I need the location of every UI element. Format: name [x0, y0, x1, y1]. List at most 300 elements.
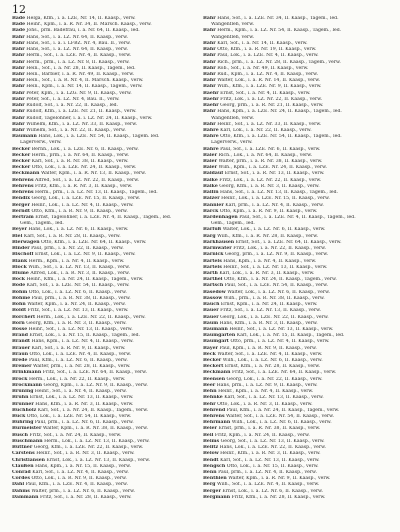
entry-details: Hans, Sof., i. a. LZ. Nr. 64, II. Kaasp., verw.	[26, 34, 128, 40]
entry-surname: Busch	[12, 432, 29, 438]
entry-details: Wangenfleh, verw.	[211, 34, 255, 40]
entry-surname: Braun	[12, 351, 29, 357]
entry-details: Herm., prm., i. a. Nr. 64, II. Kaasp., verw.	[31, 152, 130, 158]
entry-surname: Bade	[12, 28, 26, 34]
entry-surname: Bahr	[203, 84, 216, 90]
entry-details: Wilh., Kfm., i. a. R. Nr. 28, II. Kaasp., verw.	[217, 233, 319, 239]
directory-entry	[12, 495, 198, 501]
entry-details: Otto, Lok., i. a. Nr. 15, II. Kaasp., verw.	[226, 463, 319, 469]
entry-details: Fritz, Sof., i. a. LZE. Nr. 64, II. Kaasp., verw.	[231, 370, 337, 376]
entry-surname: Baumgarten	[203, 333, 236, 339]
entry-details: Hans, Sof., i. a. i. LFBZ. Nr. 4, Bau. II., verw.	[26, 40, 131, 46]
entry-surname: Bauch	[203, 302, 220, 308]
entry-details: Hans, Kpm., i. a. LZ. Nr. 4, II. Kaasp., verw.	[31, 339, 134, 345]
entry-surname: Bahr	[12, 34, 25, 40]
entry-details: Fritz, Sof., i. a. LZ. Nr. 13, II. Kaasp., verw.	[220, 308, 321, 314]
entry-surname: Barg	[203, 233, 216, 239]
entry-details: Hans, Lok., i. a. LZE. Nr. 54, II. Kaasp., Tagem. led.	[38, 134, 160, 140]
entry-details: Karl, Sof., i. a. LZ. Nr. 13, II. Kaasp., verw.	[224, 395, 324, 401]
entry-surname: Brinkmann	[12, 370, 42, 376]
entry-surname: Bartsch	[203, 283, 224, 289]
entry-details: Rud., Kpm., i. a. LZ. Nr. 4, II. Kaasp., verw.	[217, 71, 319, 77]
entry-details: Rudolf, Sof., i. a. Nr. 22, II. Kaasp., led.	[26, 103, 119, 109]
entry-details: Ernst, Sof., i. a. LZE. Nr. 64, II. Kaasp., verw.	[235, 239, 342, 245]
entry-surname: Berger	[203, 488, 221, 494]
entry-details: Karl, Lok., i. a. Nr. 22, II. Kaasp., verw.	[220, 127, 312, 133]
entry-surname: Bohn	[12, 302, 26, 308]
entry-details: Wangenfleh, verw.	[211, 115, 255, 121]
directory-entry	[203, 495, 389, 501]
entry-surname: Belitz	[203, 445, 219, 451]
entry-details: Otto, Lok., i. a. LZ. Nr. 6, II. Kaasp., verw.	[28, 289, 127, 295]
entry-details: Johs., prm. Badefrau, i. a. Nr. 64, II. Kaasp., led.	[26, 28, 140, 34]
entry-details: Paul, prm., i. a. LZ. Nr. 4, II. Kaasp., verw.	[218, 469, 317, 475]
entry-surname: Balke	[203, 183, 218, 189]
entry-details: Hein., Sof., i. a. Nr. 28, II. Kaasp., Tagem., led.	[26, 65, 136, 71]
entry-surname: Dahl	[12, 482, 25, 488]
entry-surname: Bauer	[203, 308, 219, 314]
entry-details: Walter, Kpm., i. a. Nr. 24, II. Kaasp., verw.	[27, 302, 126, 308]
entry-details: Heinr., Sof., i. a. LZ. Nr. 33, II. Kaasp., verw.	[217, 121, 322, 127]
entry-surname: Bahr	[12, 115, 25, 121]
entry-surname: Blank	[12, 258, 28, 264]
entry-details: Otto, Lok., i. a. R. Nr. 3, II. Kaasp., verw.	[217, 401, 313, 407]
entry-surname: Bahr	[12, 78, 25, 84]
entry-details: Georg, Kpm., i. a. LZ. Nr. 9, II. Kaasp., verw.	[43, 382, 148, 388]
entry-surname: Bengsch	[203, 463, 226, 469]
entry-details: Karl, Sof., i. a. LZE. Nr. 54, II. Kaasp., verw.	[26, 283, 130, 289]
entry-surname: Baumann	[203, 326, 228, 332]
entry-details: Heinr., Kpm., i. a. Nr. 4, II. Kaasp., verw.	[218, 389, 314, 395]
entry-details: Fritz, Kfm., i. a. Nr. 28, II. Kaasp., verw.	[231, 494, 326, 500]
entry-details: Hein., Kpm., i. a. Nr. 14, II. Kaasp., Tagem., verw.	[26, 84, 143, 90]
entry-surname: Blume	[12, 270, 29, 276]
entry-details: Ernst, Lok., i. a. LZ. Nr. 13, II. Kaasp., verw.	[46, 457, 151, 463]
entry-surname: Barfuß	[203, 227, 222, 233]
entry-details: Hans, Sof., i. a. LZ. Nr. 64, II. Kaasp., verw.	[26, 47, 128, 53]
entry-details: Karl, Sof., i. a. R. Nr. 28, II. Kaasp., verw.	[23, 233, 121, 239]
entry-surname: Bahr	[203, 40, 216, 46]
entry-surname: Dahms	[12, 488, 30, 494]
entry-details: Rob., Sof., i. a. Nr. 49, II. Kaasp., verw.	[217, 65, 309, 71]
entry-details: Paul, prm., i. a. Nr. 22, II. Kaasp., verw.	[31, 246, 124, 252]
entry-surname: Bahr	[12, 127, 25, 133]
entry-details: Otto, Lok., i. a. R. Nr. 9, II. Kaasp., verw.	[31, 476, 127, 482]
entry-details: Georg, Kfm., i. a. R. Nr. 3, II. Kaasp., verw.	[26, 320, 127, 326]
entry-surname: Bahr	[12, 109, 25, 115]
entry-surname: Bardenhagen	[203, 215, 238, 220]
entry-surname: Bierwagen	[12, 239, 40, 245]
entry-details: Hans, Kfm., i. a. R. Nr. 3, II. Kaasp., verw.	[35, 401, 134, 407]
entry-details: Ernst, Sof., i. a. R. Nr. 13, II. Kaasp., verw.	[224, 171, 325, 177]
entry-details: Herm., Kpm., i. a. LZ. Nr. 54, II. Kaasp., Tagem., led.	[217, 28, 342, 34]
entry-details: Rich., Lok., i. a. Nr. 64, II. Kaasp., verw.	[218, 152, 313, 158]
entry-surname: Bahr	[12, 90, 25, 96]
entry-details: Wilhelm, Kfm., i. a. LZ. Nr. 33, II. Kaasp., verw.	[26, 121, 138, 127]
entry-details: Hans, Sof., i. a. LZ. Nr. 13, II. Kaasp., Tagem., led.	[220, 190, 339, 196]
entry-details: Fritz, Sof., i. a. LZE. Nr. 64, II. Kaasp., verw.	[42, 370, 148, 376]
entry-details: Walter, Lok., i. a. LZ. Nr. 6, II. Kaasp., verw.	[227, 289, 330, 295]
entry-details: Fritz, Sof., i. a. LZ. Nr. 13, II. Kaasp., verw.	[27, 308, 129, 314]
entry-details: Walter, prm., i. a. R. Nr. 38, II. Kaasp., verw.	[218, 159, 323, 165]
entry-details: Georg, Lok., i. a. LZE. Nr. 22, II. Kaasp., verw.	[220, 314, 329, 320]
entry-surname: Böhm	[12, 289, 28, 295]
entry-surname: Behr	[203, 401, 216, 407]
entry-surname: Bartels	[203, 264, 222, 270]
entry-details: Herm., Lok., i. a. LZE. Nr. 22, II. Kaasp., verw.	[36, 314, 146, 320]
entry-details: Herm., Kpm., i. a. Nr. 4, II. Kaasp., verw.	[28, 258, 125, 264]
entry-surname: Bähr	[203, 109, 216, 115]
entry-surname: Becker	[12, 159, 31, 165]
entry-details: Heinr., Kfm., i. a. R. Nr. 3, II. Kaasp., verw.	[220, 451, 321, 457]
entry-details: Heinr., Kpm., i. a. R. Nr. 34, II. Marsch. Kaasp., verw.	[26, 22, 152, 28]
entry-details: Paul, Kpm., i. a. R. Nr. 9, II. Kaasp., verw.	[219, 345, 317, 351]
entry-details: Ernst, prm., i. a. R. Nr. 38, II. Kaasp., verw.	[218, 426, 321, 432]
entry-surname: Büttner	[12, 445, 33, 451]
entry-details: Hein., Barbier, i. a. R. Nr. 49, II. Kaasp., verw.	[26, 71, 135, 77]
entry-details: Wangenfleh, verw.	[211, 22, 255, 28]
entry-details: Otto, Kfm., i. a. R. Nr. 19, II. Kaasp., verw.	[217, 47, 317, 53]
entry-details: Paul, Sof., i. a. LZE. Nr. 54, II. Kaasp., verw.	[224, 283, 328, 289]
entry-details: Otto, Kfm., i. a. LZE. Nr. 64, II. Kaasp., verw.	[41, 239, 147, 245]
entry-surname: Brunner	[12, 401, 34, 407]
entry-surname: Behrens	[12, 177, 34, 183]
entry-surname: Bischoff	[12, 252, 34, 258]
entry-details: Alfred, Sof., i. a. LZ. Nr. 22, II. Kaasp., verw.	[35, 177, 140, 183]
entry-surname: Bahr	[203, 53, 216, 59]
entry-surname: Bauer	[203, 314, 219, 320]
entry-surname: Baumgart	[203, 339, 229, 345]
entry-surname: Barthel	[203, 277, 223, 283]
entry-details: Hans, Kfm., i. a. R. Nr. 3, II. Kaasp., verw.	[219, 320, 318, 326]
entry-details: Wilh., Sof., i. a. LZE. Nr. 4, II. Kaasp., verw.	[217, 482, 320, 488]
entry-details: Fritz, Kfm., i. a. R. Nr. 3, II. Kaasp., verw.	[35, 183, 133, 189]
entry-details: Walter, prm., i. a. Nr. 28, II. Kaasp., verw.	[33, 364, 131, 370]
entry-surname: Bahr	[12, 121, 25, 127]
entry-details: Wilh., Sof., i. a. LZ. Nr. 13, II. Kaasp., verw.	[28, 264, 130, 270]
entry-surname: Baehr	[203, 103, 219, 109]
entry-details: Fritz, Lok., i. a. LZ. Nr. 22, II. Kaasp., verw.	[220, 96, 323, 102]
entry-details: Ernst, Sof., i. a. Nr. 4, II. Kaasp., verw.	[220, 90, 311, 96]
entry-surname: Behnke	[203, 395, 223, 401]
entry-surname: Beims	[203, 438, 220, 444]
entry-details: Karl, Sof., i. a. LZ. Nr. 4, II. Kaasp., verw.	[32, 469, 129, 475]
entry-surname: Baier	[203, 152, 218, 158]
entry-details: Walter, Sof., i. a. LZE. Nr. 54, II. Kaasp., verw.	[226, 414, 335, 419]
entry-surname: Bahr	[12, 40, 25, 46]
entry-surname: Binder	[12, 246, 30, 252]
entry-details: Hein., Sof., i. a. R. Nr. 4, II. Marsch. Kaasp., verw.	[26, 78, 144, 84]
entry-details: Heinr., Lok., i. a. LZE. Nr. 15, II. Kaasp., verw.	[221, 196, 330, 202]
entry-surname: Beensen	[203, 376, 226, 382]
entry-surname: Bähre	[203, 146, 219, 152]
entry-details: Walter, Lok., i. a. LZ. Nr. 6, II. Kaasp., verw.	[222, 227, 326, 233]
entry-surname: Bergmann	[203, 494, 231, 500]
entry-details: Paul, Kfm., i. a. Nr. 24, II. Kaasp., Tagem., verw.	[226, 407, 340, 413]
entry-details: Paul, prm., i. a. LZ. Nr. 6, II. Kaasp., verw.	[34, 420, 134, 426]
entry-surname: Bahr	[203, 47, 216, 53]
entry-surname: Burmeister	[12, 426, 42, 432]
entry-details: Bernh., Lok., i. a. LZE. Nr. 6, II. Kaasp., verw.	[31, 146, 139, 152]
entry-details: Paul, Sof., i. a. LZE. Nr. 4, II. Kaasp., Tagem., led.	[239, 215, 356, 220]
entry-details: Alfred, Lok., i. a. R. Nr. 3, II. Kaasp., verw.	[30, 270, 130, 276]
entry-surname: Behrend	[203, 407, 226, 413]
entry-details: Ernst, Lok., i. a. Nr. 15, II. Kaasp., Tagem., led.	[29, 333, 141, 339]
entry-surname: Bartels	[203, 258, 222, 264]
entry-surname: Baum	[203, 320, 219, 326]
entry-surname: Brand	[12, 333, 28, 339]
entry-surname: Beckert	[203, 364, 224, 370]
entry-details: Herm., Lok., i. a. Nr. 22, II. Kaasp., verw.	[28, 376, 126, 382]
entry-details: Gem., Tagem., led.	[211, 221, 255, 227]
entry-surname: Bade	[12, 16, 26, 21]
entry-surname: Brede	[12, 358, 28, 364]
entry-surname: Berndt	[12, 208, 31, 214]
entry-details: Helga, Kfm., i. a. LZE, Nr. 14, II. Kaasp., verw.	[26, 16, 136, 21]
entry-surname: Beer	[203, 382, 216, 388]
entry-details: Walter, Kpm., i. a. R. Nr. 38, II. Kaasp., verw.	[42, 426, 149, 432]
entry-surname: Cordes	[12, 476, 30, 482]
entry-surname: Bahr	[203, 78, 216, 84]
entry-surname: Beier	[203, 426, 217, 432]
entry-surname: Barth	[203, 270, 218, 276]
entry-surname: Behn	[203, 389, 217, 395]
entry-details: Otto, Kfm., i. a. R. Nr. 9, II. Kaasp., verw.	[31, 208, 128, 214]
entry-details: Hans, Kpm., i. a. LZE. Nr. 24, II. Kaasp., Tagem., led.	[217, 109, 342, 115]
entry-surname: Bahr	[12, 47, 25, 53]
entry-details: Heinr., Sof., i. a. LZ. Nr. 13, II. Kaasp., verw.	[223, 264, 328, 270]
entry-surname: Bühring	[12, 420, 34, 426]
entry-surname: Behrens	[12, 183, 34, 189]
entry-details: Rich., prm., i. a. LZ. Nr. 28, II. Kaasp., Tagem., verw.	[217, 59, 341, 65]
entry-surname: Bendix	[12, 196, 30, 202]
entry-surname: Biel	[12, 233, 23, 239]
entry-details: Walter, Kpm., i. a. R. Nr. 13, II. Kaasp., verw.	[40, 171, 147, 177]
entry-surname: Bade	[12, 22, 26, 28]
entry-details: Georg, Lok., i. a. LZE. Nr. 15, II. Kaasp., verw.	[31, 196, 141, 202]
entry-details: Walter, Kpm., i. a. R. Nr. 9, II. Kaasp., verw.	[228, 476, 331, 482]
entry-details: Wilh., Kpm., i. a. LZE. Nr. 24, II. Kaasp., verw.	[218, 165, 328, 171]
entry-surname: Bahr	[12, 103, 25, 109]
entry-details: Paul, Kfm., i. a. LZE. Nr. 4, II. Kaasp., verw.	[25, 482, 128, 488]
entry-details: Otto, Kpm., i. a. R. Nr. 9, II. Kaasp., verw.	[219, 208, 318, 214]
entry-details: Fritz, Sof., i. a. Nr. 24, II. Kaasp., verw.	[29, 432, 122, 438]
entry-surname: Brauer	[12, 345, 31, 351]
entry-surname: Bremer	[12, 364, 32, 370]
entry-details: Wilh., Lok., i. a. LZ. Nr. 6, II. Kaasp., verw.	[231, 420, 332, 426]
entry-details: Hans, Lok., i. a. LZE. Nr. 22, II. Kaasp., verw.	[219, 445, 327, 451]
entry-surname: Behrens	[12, 190, 34, 196]
entry-surname: Bode	[12, 283, 26, 289]
entry-details: Karl, prm., i. a. LZ. Nr. 4, II. Kaasp., verw.	[225, 202, 324, 208]
entry-details: Otto, prm., i. a. LZ. Nr. 4, II. Kaasp., verw.	[230, 339, 330, 345]
entry-surname: Brock	[12, 376, 28, 382]
entry-details: Georg, prm., i. a. R. Nr. 21, II. Kaasp., verw.	[220, 103, 324, 109]
entry-surname: Born	[12, 320, 25, 326]
entry-surname: Borchert	[12, 314, 36, 320]
entry-surname: Bruhn	[12, 395, 29, 401]
entry-details: Gem., Tagem., led.	[20, 221, 64, 227]
entry-surname: Bahr	[12, 71, 25, 77]
entry-details: Otto, Kfm., i. a. LZE. Nr. 54, II. Kaasp., Tagem., led.	[220, 134, 342, 140]
entry-surname: Becker	[12, 146, 31, 152]
entry-surname: Berger	[12, 202, 30, 208]
entry-details: Paul, prm., i. a. R. Nr. 38, II. Kaasp., verw.	[31, 295, 131, 301]
entry-surname: Baehr	[203, 90, 219, 96]
entry-details: Fritz, Sof., i. a. Nr. 28, II. Kaasp., verw.	[39, 494, 132, 500]
entry-surname: Boldt	[12, 308, 27, 314]
entry-surname: Bahr	[12, 96, 25, 102]
entry-details: Wilh., prm., i. a. R. Nr. 38, II. Kaasp., verw.	[223, 295, 325, 301]
entry-surname: Block	[12, 264, 27, 270]
entry-details: Heinr., Sof., i. a. LZ. Nr. 13, II. Kaasp., verw.	[28, 326, 133, 332]
page-number: 12	[12, 3, 26, 16]
entry-surname: Balzer	[203, 196, 220, 202]
entry-surname: Baldauf	[203, 171, 224, 177]
entry-surname: Bosse	[12, 326, 28, 332]
entry-surname: Becker	[12, 165, 31, 171]
entry-surname: Böhme	[12, 295, 31, 301]
entry-details: Otto, Lok., i. a. LZE. Nr. 54, II. Kaasp., verw.	[26, 414, 132, 419]
entry-details: Heinr., Sof., i. a. R. Nr. 3, II. Kaasp., verw.	[36, 451, 135, 457]
entry-details: Fritz, Kpm., i. a. Nr. 24, II. Kaasp., verw.	[214, 432, 310, 438]
entry-surname: Barkhausen	[203, 239, 235, 245]
entry-details: Ernst, Kpm., i. a. Nr. 24, II. Kaasp., verw.	[220, 302, 318, 308]
entry-surname: Baumann	[12, 134, 37, 140]
entry-details: Georg, Lok., i. a. Nr. 22, II. Kaasp., verw.	[226, 376, 323, 382]
entry-surname: Bendt	[203, 457, 219, 463]
entry-details: Karl, Sof., i. a. LZ. Nr. 13, II. Kaasp., verw.	[220, 457, 320, 463]
entry-details: Ernst, Lok., i. a. LZ. Nr. 6, II. Kaasp., verw.	[222, 488, 324, 494]
entry-details: Georg, prm., i. a. LZ. Nr. 9, II. Kaasp., verw.	[224, 252, 329, 258]
entry-surname: Bahr	[203, 28, 216, 34]
entry-details: Heinr., Sof., i. a. Nr. 4, II. Kaasp., verw.	[34, 389, 127, 395]
entry-surname: Baehr	[203, 96, 219, 102]
entry-surname: Becker	[203, 358, 222, 364]
entry-details: Ernst, Tagelöhner, i. a. LZE. Nr. 4, II. Kaasp., Tagem., led.	[35, 215, 172, 220]
entry-details: Otto, Lok., i. a. LZE. Nr. 4, II. Kaasp., verw.	[29, 351, 132, 357]
entry-surname: Behrens	[203, 414, 225, 419]
entry-surname: Basedow	[203, 289, 226, 295]
entry-surname: Carstens	[12, 451, 35, 457]
entry-details: Heinr., Sof., i. a. LZ. Nr. 13, II. Kaasp., verw.	[229, 326, 334, 332]
entry-surname: Beckmann	[12, 171, 40, 177]
entry-surname: Dammann	[12, 494, 39, 500]
entry-surname: Bahr	[203, 65, 216, 71]
entry-details: Karl, Lok., i. a. R. Nr. 3, II. Kaasp., verw.	[219, 270, 315, 276]
entry-surname: Bannier	[203, 202, 224, 208]
entry-surname: Barck	[203, 208, 219, 214]
entry-details: Herm., Sof., i. a. LZE. Nr. 4, II. Kaasp., verw.	[26, 53, 132, 59]
entry-surname: Bock	[12, 277, 26, 283]
entry-surname: Buchholz	[12, 407, 37, 413]
right-column	[203, 16, 389, 501]
entry-surname: Christiansen	[12, 457, 46, 463]
entry-surname: Bahr	[203, 71, 216, 77]
entry-surname: Bahr	[12, 84, 25, 90]
entry-details: Lagerverw., verw.	[20, 140, 62, 146]
entry-surname: Bayer	[203, 345, 218, 351]
entry-details: Rudolf, Tagelöhner, i. a. i. LZ. Nr. 24, II. Kaasp., verw.	[26, 115, 153, 121]
entry-details: Herm., prm., i. a. LZ. Nr. 8, II. Kaasp., verw.	[26, 59, 130, 65]
entry-surname: Ballin	[203, 190, 219, 196]
entry-details: Hans, Lok., i. a. LZ. Nr. 6, II. Kaasp., verw.	[28, 227, 129, 233]
entry-details: Hans, prm., i. a. LZ. Nr. 9, II. Kaasp., verw.	[216, 382, 318, 388]
entry-details: Karl, Lok., i. a. Nr. 15, II. Kaasp., Tagem., led.	[236, 333, 345, 339]
entry-surname: Bähre	[203, 134, 219, 140]
entry-details: Paul, Lok., i. a. LZE. Nr. 4, II. Kaasp., verw.	[217, 53, 319, 59]
entry-surname: Baier	[203, 159, 218, 165]
entry-surname: Buschmann	[12, 438, 43, 444]
entry-surname: Barmwater	[203, 246, 232, 252]
entry-details: Ernst, Lok., i. a. LZ. Nr. 9, II. Kaasp., verw.	[35, 252, 136, 258]
entry-details: Karl, Sof., i. a. Nr. 24, II. Kaasp., Tagem., verw.	[37, 407, 149, 413]
entry-details: Wilh., Kfm., i. a. LZE. Nr. 9, II. Kaasp., verw.	[217, 84, 322, 90]
entry-details: Heinr., Lok., i. a. LZ. Nr. 4, II. Kaasp., verw.	[31, 202, 134, 208]
entry-details: Rudolf, Kfm., i. a. LZE. Nr. 21, II. Kaasp., verw.	[26, 109, 137, 115]
entry-details: Ernst, Lok., i. a. LZ. Nr. 13, II. Kaasp., verw.	[29, 395, 134, 401]
entry-surname: Bähre	[203, 127, 219, 133]
entry-details: Hans, Sof., i. a. LZE. Nr. 34, II. Kaasp., Tagem., led.	[217, 16, 339, 21]
entry-surname: Conrad	[12, 469, 31, 475]
entry-details: Ernst, Kfm., i. a. Nr. 28, II. Kaasp., verw.	[224, 364, 321, 370]
entry-surname: Bahr	[12, 59, 25, 65]
entry-surname: Baier	[203, 165, 218, 171]
entry-surname: Brockmann	[12, 382, 43, 388]
entry-surname: Barnick	[203, 252, 224, 258]
entry-details: Heinr., Kfm., i. a. Nr. 24, II. Kaasp., Tagem., verw.	[26, 277, 144, 283]
entry-details: Hans, Kpm., i. a. Nr. 4, II. Kaasp., verw.	[223, 258, 317, 264]
entry-details: Lagerverw., verw.	[211, 140, 253, 146]
entry-details: Fritz, Lok., i. a. Nr. 22, II. Kaasp., verw.	[233, 246, 327, 252]
entry-details: Georg, Kfm., i. a. LZE. Nr. 22, II. Kaasp., verw.	[33, 445, 144, 451]
entry-surname: Bahr	[203, 59, 216, 65]
entry-details: Walter, prm., i. a. LZ. Nr. 6, II. Kaasp., verw.	[31, 488, 135, 494]
entry-surname: Balke	[203, 177, 218, 183]
entry-details: Georg, Kfm., i. a. R. Nr. 3, II. Kaasp., verw.	[219, 183, 320, 189]
entry-surname: Beckmann	[203, 370, 231, 376]
entry-surname: Beyer	[12, 227, 27, 233]
entry-surname: Bähr	[203, 121, 216, 127]
entry-surname: Buck	[12, 414, 26, 419]
entry-surname: Berg	[203, 482, 216, 488]
entry-details: Karl, Sof., i. a. Nr. 14, II. Kaasp., verw.	[217, 40, 308, 46]
entry-details: Peter, Sof., i. a. LZ. Nr. 4, Bau. II., verw.	[26, 96, 120, 102]
entry-details: Fritz, Lok., i. a. LZ. Nr. 22, II. Kaasp., verw.	[219, 177, 322, 183]
entry-details: Herm., Lok., i. a. LZ. Nr. 13, II. Kaasp., verw.	[44, 438, 150, 444]
left-column	[12, 16, 198, 501]
entry-surname: Bahr	[203, 16, 216, 21]
entry-surname: Bassow	[203, 295, 223, 301]
entry-surname: Behrmann	[203, 420, 231, 426]
entry-details: Otto, Lok., i. a. LZE. Nr. 24, II. Kaasp., verw.	[31, 165, 137, 171]
entry-surname: Below	[203, 451, 219, 457]
entry-details: Paul, Sof., i. a. LZE. Nr. 6, II. Kaasp., verw.	[220, 146, 321, 152]
entry-details: Peter, Kpm., i. a. LZG. Nr. 9, II. Kaasp., verw.	[26, 90, 132, 96]
entry-surname: Becker	[12, 152, 31, 158]
entry-details: Walter, Sof., i. a. LZE. Nr. 4, II. Kaasp., verw.	[217, 351, 323, 357]
entry-details: Hans, Kpm., i. a. Nr. 15, II. Kaasp., verw.	[35, 463, 131, 469]
entry-details: Karl, Sof., i. a. R. Nr. 38, II. Kaasp., verw.	[31, 159, 129, 165]
entry-surname: Brüning	[12, 389, 34, 395]
entry-surname: Benn	[203, 469, 217, 475]
entry-details: Walter, Lok., i. a. R. Nr. 14, II. Kaasp., verw.	[217, 78, 321, 84]
entry-details: Paul, Kfm., i. a. LZ. Nr. 6, II. Kaasp., verw.	[28, 358, 128, 364]
entry-surname: Bertram	[12, 215, 34, 220]
entry-details: Herm., prm., i. a. LZ. Nr. 13, II. Kaasp., Tagem., led.	[35, 190, 158, 196]
entry-surname: Bahr	[12, 53, 25, 59]
entry-surname: Beil	[203, 432, 214, 438]
